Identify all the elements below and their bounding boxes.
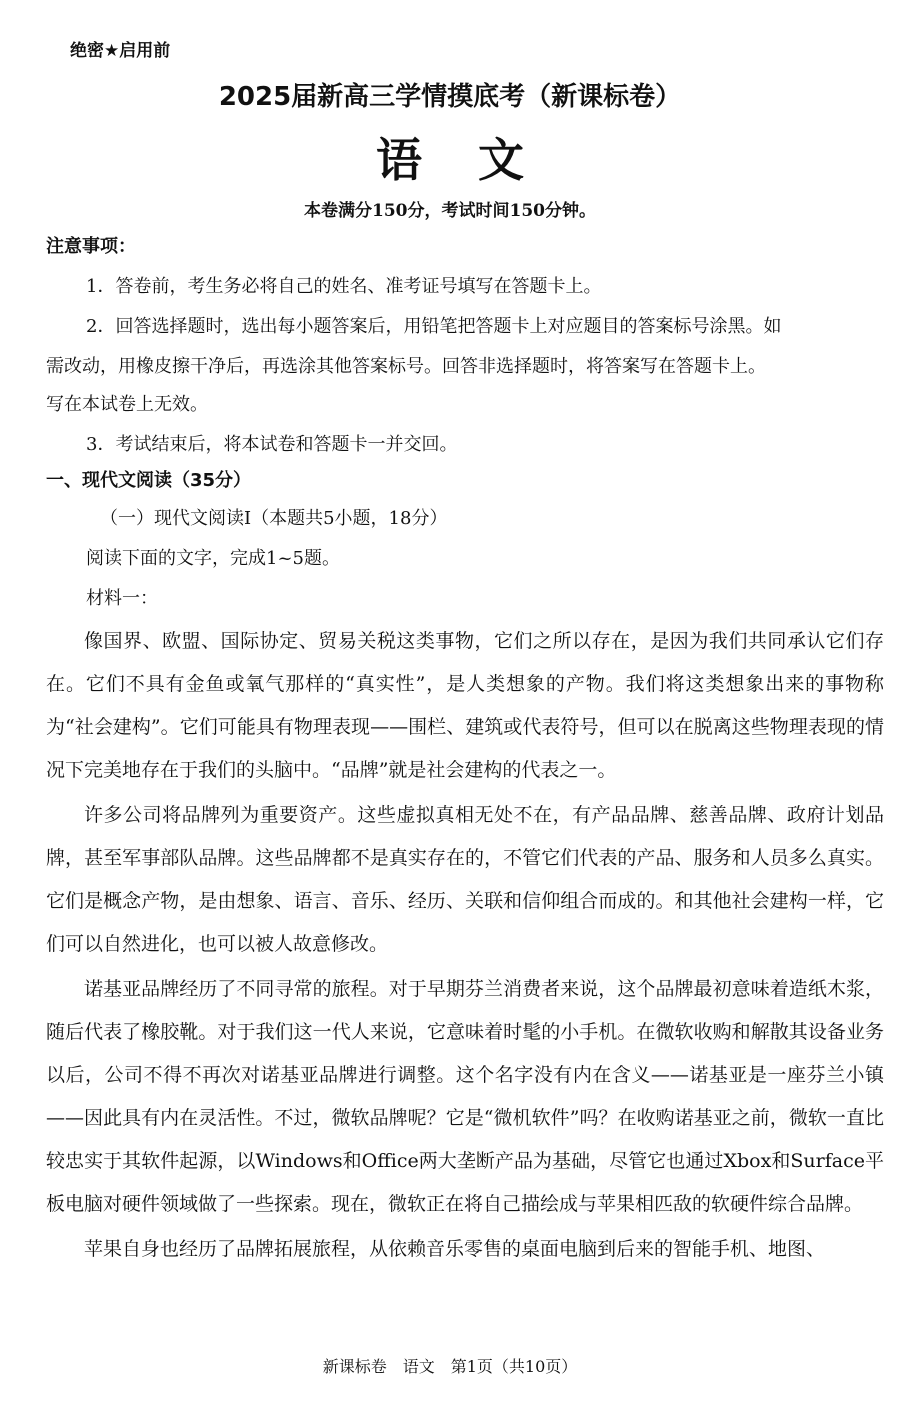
score-info: 本卷满分150分，考试时间150分钟。 (304, 201, 596, 221)
exam-body (46, 230, 884, 1271)
material-label: 材料一： (86, 588, 158, 609)
secret-mark: 绝密★启用前 (70, 41, 171, 61)
subsection-title: （一）现代文阅读Ⅰ（本题共5小题，18分） (100, 508, 448, 529)
note-item: 3．考试结束后，将本试卷和答题卡一并交回。 (86, 434, 458, 455)
passage-paragraph: 许多公司将品牌列为重要资产。这些虚拟真相无处不在，有产品品牌、慈善品牌、政府计划品牌，甚至军事部队品牌。这些品牌都不是真实存在的，不管它们代表的产品、服务和人员多么真实。它们是概念产物，是由想象、语言、音乐、经历、关联和信仰组合而成的。和其他社会建构一样，它们可以自然进化，也可以被人故意修改。 (46, 804, 884, 955)
passage-paragraph: 苹果自身也经历了品牌拓展旅程，从依赖音乐零售的桌面电脑到后来的智能手机、地图、 (84, 1238, 826, 1260)
passage-paragraph: 像国界、欧盟、国际协定、贸易关税这类事物，它们之所以存在，是因为我们共同承认它们存在。它们不具有金鱼或氧气那样的“真实性”，是人类想象的产物。我们将这类想象出来的事物称为“社会建构”。它们可能具有物理表现——围栏、建筑或代表符号，但可以在脱离这些物理表现的情况下完美地存在于我们的头脑中。“品牌”就是社会建构的代表之一。 (46, 630, 884, 781)
note-item: 2．回答选择题时，选出每小题答案后，用铅笔把答题卡上对应题目的答案标号涂黑。如 (86, 316, 782, 337)
section-title: 一、现代文阅读（35分） (46, 470, 252, 491)
reading-instruction: 阅读下面的文字，完成1~5题。 (86, 548, 340, 569)
page-footer: 新课标卷 语文 第1页（共10页） (322, 1357, 578, 1376)
passage-paragraph: 诺基亚品牌经历了不同寻常的旅程。对于早期芬兰消费者来说，这个品牌最初意味着造纸木浆，随后代表了橡胶靴。对于我们这一代人来说，它意味着时髦的小手机。在微软收购和解散其设备业务以后，公司不得不再次对诺基亚品牌进行调整。这个名字没有内在含义——诺基亚是一座芬兰小镇——因此具有内在灵活性。不过，微软品牌呢？它是“微机软件”吗？在收购诺基亚之前，微软一直比较忠实于其软件起源，以Windows和Office两大垄断产品为基础，尽管它也通过Xbox和Surface平板电脑对硬件领域做了一些探索。现在，微软正在将自己描绘成与苹果相匹敌的软硬件综合品牌。 (46, 978, 884, 1215)
note-item: 写在本试卷上无效。 (46, 394, 208, 415)
exam-title: 2025届新高三学情摸底考（新课标卷） (218, 82, 682, 112)
note-item: 1．答卷前，考生务必将自己的姓名、准考证号填写在答题卡上。 (86, 276, 602, 297)
notes-heading: 注意事项： (46, 236, 136, 257)
subject-title: 语文 (376, 133, 580, 187)
note-item: 需改动，用橡皮擦干净后，再选涂其他答案标号。回答非选择题时，将答案写在答题卡上。 (46, 356, 766, 377)
